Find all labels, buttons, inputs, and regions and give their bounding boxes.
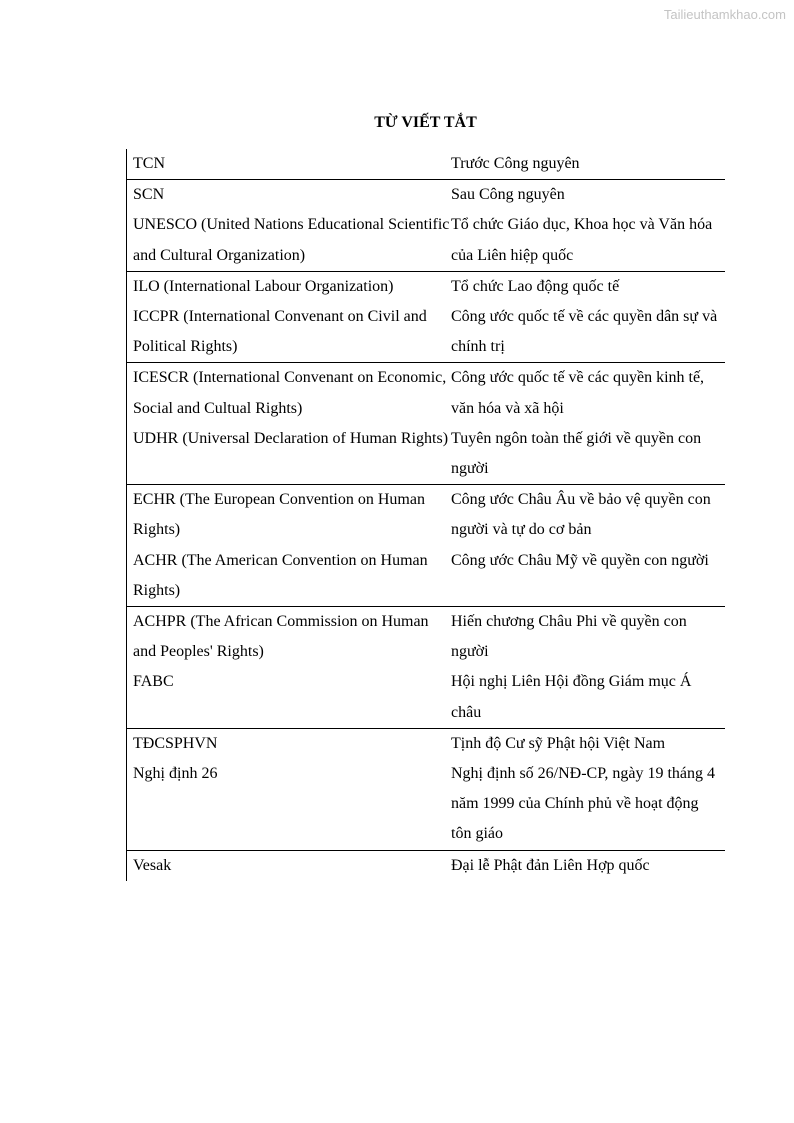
meaning-cell: Tổ chức Lao động quốc tế xyxy=(451,277,620,295)
table-row xyxy=(127,851,725,881)
meaning-cell: Tuyên ngôn toàn thế giới về quyền con người xyxy=(451,429,702,478)
table-group xyxy=(127,272,725,364)
table-row xyxy=(127,180,725,210)
watermark: Tailieuthamkhao.com xyxy=(663,7,786,22)
table-row xyxy=(127,485,725,545)
table-group xyxy=(127,180,725,272)
abbreviation-cell: ACHPR (The African Commission on Human and Peoples' Rights) xyxy=(133,613,429,661)
meaning-cell: Công ước quốc tế về các quyền kinh tế, văn hóa và xã hội xyxy=(451,369,705,417)
meaning-cell: Công ước Châu Âu về bảo vệ quyền con người và tự do cơ bản xyxy=(451,491,711,539)
table-row xyxy=(127,272,725,302)
table-group xyxy=(127,729,725,851)
meaning-cell: Sau Công nguyên xyxy=(451,186,565,204)
abbreviation-cell: TĐCSPHVN xyxy=(133,734,218,752)
meaning-cell: Hội nghị Liên Hội đồng Giám mục Á châu xyxy=(451,673,692,721)
meaning-cell: Công ước quốc tế về các quyền dân sự và chính trị xyxy=(451,308,718,356)
abbreviation-cell: ICCPR (International Convenant on Civil and Political Rights) xyxy=(133,308,427,356)
abbreviation-cell: Nghị định 26 xyxy=(133,765,218,783)
meaning-cell: Hiến chương Châu Phi về quyền con người xyxy=(451,613,687,661)
meaning-cell: Tịnh độ Cư sỹ Phật hội Việt Nam xyxy=(451,734,666,752)
abbreviation-cell: ECHR (The European Convention on Human Rights) xyxy=(133,491,425,539)
table-row xyxy=(127,424,725,484)
abbreviation-cell: UDHR (Universal Declaration of Human Rights) xyxy=(133,429,449,447)
meaning-cell: Trước Công nguyên xyxy=(451,155,580,172)
abbreviation-cell: Vesak xyxy=(133,856,172,874)
page-title: TỪ VIẾT TẮT xyxy=(374,114,477,131)
meaning-cell: Công ước Châu Mỹ về quyền con người xyxy=(451,551,709,569)
table-row xyxy=(127,546,725,606)
abbreviation-cell: TCN xyxy=(133,155,165,172)
meaning-cell: Nghị định số 26/NĐ-CP, ngày 19 tháng 4 năm 1999 của Chính phủ về hoạt động tôn giáo xyxy=(451,765,715,843)
abbreviation-table xyxy=(126,149,725,881)
table-row xyxy=(127,363,725,423)
table-row xyxy=(127,729,725,759)
table-row xyxy=(127,210,725,270)
abbreviation-cell: SCN xyxy=(133,186,165,204)
meaning-cell: Tổ chức Giáo dục, Khoa học và Văn hóa của Liên hiệp quốc xyxy=(451,216,713,264)
abbreviation-cell: UNESCO (United Nations Educational Scientific and Cultural Organization) xyxy=(133,216,450,264)
table-row xyxy=(127,607,725,667)
abbreviation-cell: FABC xyxy=(133,673,174,691)
meaning-cell: Đại lễ Phật đản Liên Hợp quốc xyxy=(451,856,650,874)
table-group xyxy=(127,149,725,180)
table-group xyxy=(127,851,725,881)
abbreviation-cell: ACHR (The American Convention on Human Rights) xyxy=(133,551,428,599)
table-group xyxy=(127,485,725,607)
table-row xyxy=(127,667,725,727)
table-group xyxy=(127,363,725,485)
table-row xyxy=(127,149,725,179)
table-row xyxy=(127,302,725,362)
abbreviation-cell: ICESCR (International Convenant on Economic, Social and Cultual Rights) xyxy=(133,369,447,417)
table-group xyxy=(127,607,725,729)
table-row xyxy=(127,759,725,850)
abbreviation-cell: ILO (International Labour Organization) xyxy=(133,277,394,295)
